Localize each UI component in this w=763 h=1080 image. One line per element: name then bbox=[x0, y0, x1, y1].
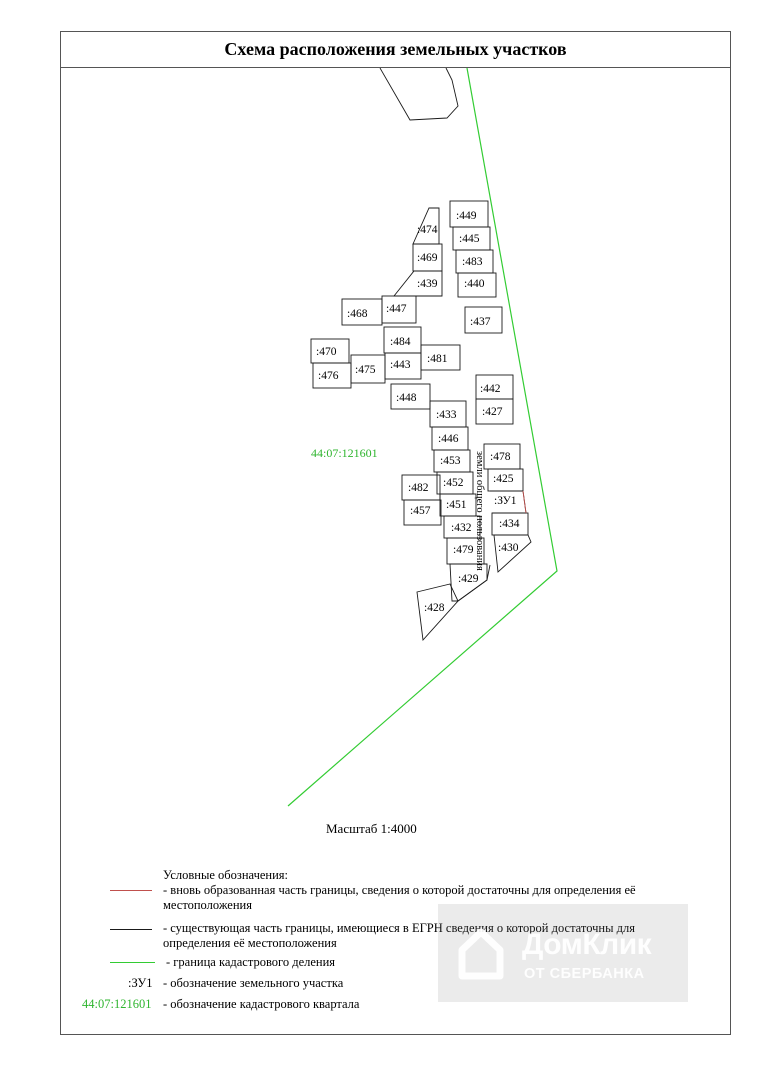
legend-quarter-symbol-desc: - обозначение кадастрового квартала bbox=[163, 997, 360, 1011]
house-icon bbox=[456, 926, 506, 980]
legend-quarter-symbol: 44:07:121601 bbox=[82, 997, 152, 1011]
legend-heading: Условные обозначения: bbox=[163, 868, 289, 882]
parcel-label: :428 bbox=[424, 602, 445, 614]
parcel-label: :452 bbox=[443, 477, 464, 489]
parcel-label: :448 bbox=[396, 392, 417, 404]
parcel-label: :425 bbox=[493, 473, 514, 485]
legend-parcel-symbol-desc: - обозначение земельного участка bbox=[163, 976, 344, 990]
parcel-label: :433 bbox=[436, 409, 457, 421]
parcel-label: :468 bbox=[347, 308, 368, 320]
legend-parcel-symbol: :ЗУ1 bbox=[128, 976, 153, 990]
parcel-label: :443 bbox=[390, 359, 411, 371]
parcel-label: :476 bbox=[318, 370, 339, 382]
legend-swatch-new-boundary bbox=[110, 890, 152, 891]
legend-swatch-existing-boundary bbox=[110, 929, 152, 930]
parcel-label: :442 bbox=[480, 383, 501, 395]
parcel-label: :479 bbox=[453, 544, 474, 556]
scale-label: Масштаб 1:4000 bbox=[326, 821, 417, 836]
road-label: земли общего пользования bbox=[474, 451, 485, 571]
legend-new-boundary: - вновь образованная часть границы, сведения о которой достаточны для определения её местоположения bbox=[163, 883, 636, 912]
parcel-label: :470 bbox=[316, 346, 337, 358]
parcel-label: :439 bbox=[417, 278, 438, 290]
parcel-label: :475 bbox=[355, 364, 376, 376]
parcel-label: :440 bbox=[464, 278, 485, 290]
watermark-name: ДомКлик bbox=[522, 928, 652, 961]
parcel-label: :484 bbox=[390, 336, 411, 348]
legend-cadastral-division: - граница кадастрового деления bbox=[166, 955, 336, 969]
page-title: Схема расположения земельных участков bbox=[61, 32, 730, 68]
parcel-label: :429 bbox=[458, 573, 479, 585]
parcel-label: :445 bbox=[459, 233, 480, 245]
parcel-label: :432 bbox=[451, 522, 472, 534]
parcel-label: :447 bbox=[386, 303, 407, 315]
parcel-label: :434 bbox=[499, 518, 520, 530]
parcel-label: :474 bbox=[417, 224, 438, 236]
parcel-label: :430 bbox=[498, 542, 519, 554]
parcel-label: :437 bbox=[470, 316, 491, 328]
parcel-label: :451 bbox=[446, 499, 467, 511]
parcel-label: :483 bbox=[462, 256, 483, 268]
parcel-label: :478 bbox=[490, 451, 511, 463]
parcel-label: :446 bbox=[438, 433, 459, 445]
legend-swatch-cadastral-division bbox=[110, 962, 155, 963]
parcel-label: :453 bbox=[440, 455, 461, 467]
parcel-label: :469 bbox=[417, 252, 438, 264]
watermark bbox=[438, 904, 688, 1002]
cadastral-quarter-label: 44:07:121601 bbox=[311, 446, 378, 460]
parcel-label: :482 bbox=[408, 482, 429, 494]
parcel-label: :457 bbox=[410, 505, 431, 517]
parcel-label: :449 bbox=[456, 210, 477, 222]
parcel-label: :481 bbox=[427, 353, 448, 365]
legend-existing-boundary: - существующая часть границы, имеющиеся в ЕГРН сведения о которой достаточны для определения её местоположения bbox=[163, 921, 635, 950]
watermark-sub: ОТ СБЕРБАНКА bbox=[524, 966, 645, 982]
parcel-label: :ЗУ1 bbox=[494, 495, 517, 507]
parcel-label: :427 bbox=[482, 406, 503, 418]
